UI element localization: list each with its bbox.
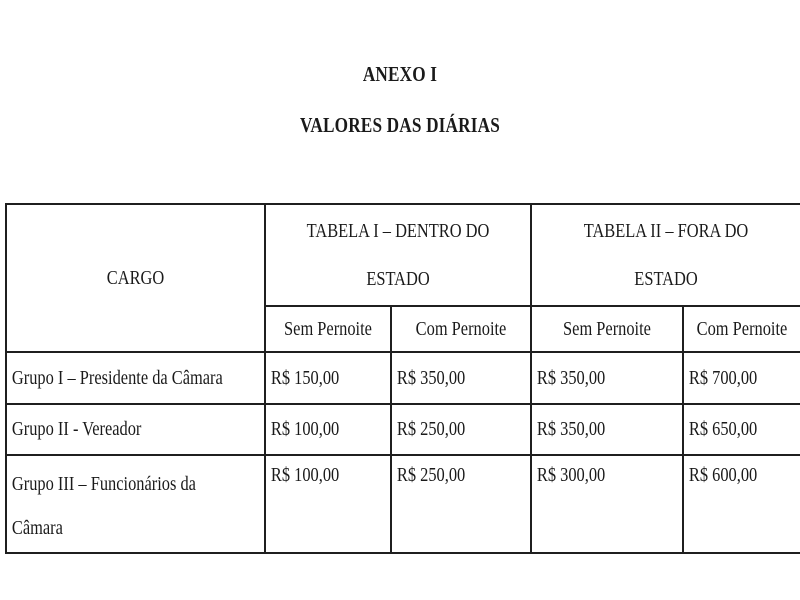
value-cell (683, 455, 800, 553)
tabela1-header-line1: TABELA I – DENTRO DO (306, 220, 490, 242)
value-text: R$ 300,00 (536, 464, 606, 486)
table-row (6, 455, 800, 553)
value-cell (531, 455, 683, 553)
cargo-label-line1: Grupo III – Funcionários da (11, 473, 196, 495)
cargo-label-line2: Câmara (11, 517, 63, 539)
value-text: R$ 250,00 (396, 464, 466, 486)
subheader-cell (265, 306, 391, 352)
subheader-com-pernoite-2: Com Pernoite (696, 317, 788, 340)
cargo-cell (6, 455, 265, 553)
cargo-cell (6, 404, 265, 455)
value-text: R$ 100,00 (270, 418, 340, 440)
value-text: R$ 100,00 (270, 464, 340, 486)
table-header-row (6, 204, 800, 306)
value-cell (683, 352, 800, 404)
value-text: R$ 250,00 (396, 418, 466, 440)
annex-title: ANEXO I (362, 62, 438, 86)
value-text: R$ 350,00 (536, 418, 606, 440)
cargo-header: CARGO (106, 266, 165, 289)
value-text: R$ 350,00 (396, 366, 466, 389)
cargo-label: Grupo I – Presidente da Câmara (11, 366, 223, 389)
subheader-sem-pernoite-2: Sem Pernoite (563, 317, 651, 340)
annex-subtitle: VALORES DAS DIÁRIAS (300, 113, 500, 137)
value-cell (265, 404, 391, 455)
value-cell (265, 352, 391, 404)
value-cell (265, 455, 391, 553)
subheader-cell (531, 306, 683, 352)
value-cell (391, 352, 531, 404)
value-cell (531, 352, 683, 404)
value-text: R$ 350,00 (536, 366, 606, 389)
subheader-com-pernoite-1: Com Pernoite (415, 317, 507, 340)
value-cell (391, 455, 531, 553)
cargo-cell (6, 352, 265, 404)
value-cell (683, 404, 800, 455)
daily-allowance-table (5, 203, 800, 554)
value-text: R$ 700,00 (688, 366, 758, 389)
table-row (6, 352, 800, 404)
tabela2-header-line1: TABELA II – FORA DO (583, 220, 749, 242)
value-cell (391, 404, 531, 455)
cargo-header-cell (6, 204, 265, 352)
tabela1-header-cell (265, 204, 531, 306)
table-row (6, 404, 800, 455)
value-cell (531, 404, 683, 455)
value-text: R$ 600,00 (688, 464, 758, 486)
cargo-label: Grupo II - Vereador (11, 418, 142, 440)
value-text: R$ 150,00 (270, 366, 340, 389)
subheader-sem-pernoite-1: Sem Pernoite (284, 317, 372, 340)
subheader-cell (391, 306, 531, 352)
tabela2-header-cell (531, 204, 800, 306)
tabela1-header-line2: ESTADO (366, 268, 430, 290)
tabela2-header-line2: ESTADO (634, 268, 698, 290)
subheader-cell (683, 306, 800, 352)
value-text: R$ 650,00 (688, 418, 758, 440)
